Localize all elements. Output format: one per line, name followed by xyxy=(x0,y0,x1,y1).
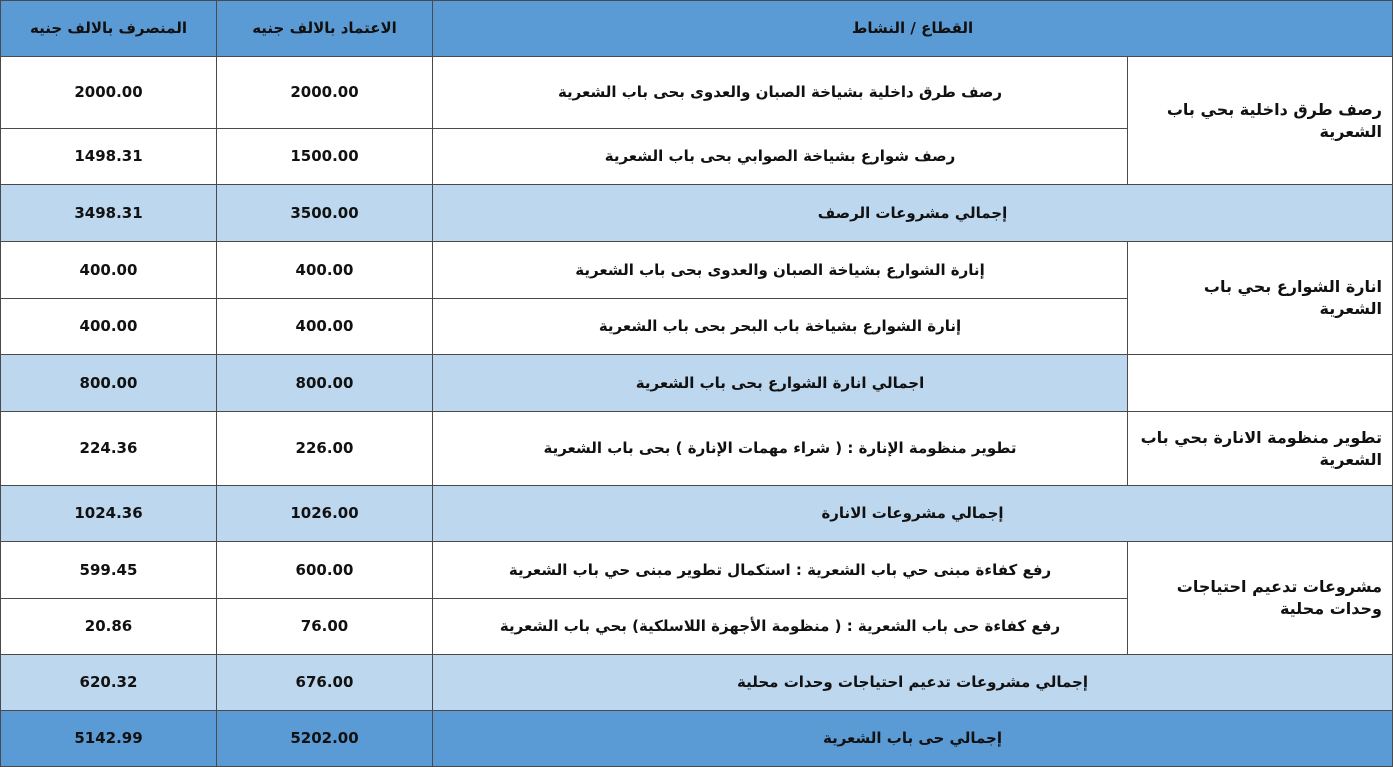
activity-cell: إنارة الشوارع بشياخة باب البحر بحى باب الشعرية xyxy=(432,298,1128,355)
budget-cell: 76.00 xyxy=(216,598,433,655)
budget-cell: 1500.00 xyxy=(216,128,433,185)
spent-cell: 400.00 xyxy=(0,298,217,355)
subtotal-budget: 3500.00 xyxy=(216,184,433,242)
grand-total-budget: 5202.00 xyxy=(216,710,433,767)
activity-cell: رفع كفاءة حى باب الشعرية : ( منظومة الأجهزة اللاسلكية) بحي باب الشعرية xyxy=(432,598,1128,655)
activity-cell: رصف طرق داخلية بشياخة الصبان والعدوى بحى باب الشعرية xyxy=(432,56,1128,129)
subtotal-spent: 620.32 xyxy=(0,654,217,711)
grand-total-label: إجمالي حى باب الشعرية xyxy=(432,710,1393,767)
subtotal-spent: 3498.31 xyxy=(0,184,217,242)
activity-cell: تطوير منظومة الإنارة : ( شراء مهمات الإنارة ) بحى باب الشعرية xyxy=(432,411,1128,486)
subtotal-label: إجمالي مشروعات تدعيم احتياجات وحدات محلية xyxy=(432,654,1393,711)
spent-cell: 20.86 xyxy=(0,598,217,655)
subtotal-budget: 676.00 xyxy=(216,654,433,711)
subtotal-spent: 800.00 xyxy=(0,354,217,412)
budget-cell: 400.00 xyxy=(216,241,433,299)
subtotal-label: إجمالي مشروعات الانارة xyxy=(432,485,1393,542)
subtotal-spent: 1024.36 xyxy=(0,485,217,542)
budget-cell: 400.00 xyxy=(216,298,433,355)
spent-cell: 1498.31 xyxy=(0,128,217,185)
activity-cell: رصف شوارع بشياخة الصوابي بحى باب الشعرية xyxy=(432,128,1128,185)
subtotal-budget: 800.00 xyxy=(216,354,433,412)
spent-cell: 400.00 xyxy=(0,241,217,299)
sector-label: تطوير منظومة الانارة بحي باب الشعرية xyxy=(1127,411,1393,486)
sector-label: انارة الشوارع بحي باب الشعرية xyxy=(1127,241,1393,355)
spent-cell: 2000.00 xyxy=(0,56,217,129)
subtotal-label: اجمالي انارة الشوارع بحى باب الشعرية xyxy=(432,354,1128,412)
budget-cell: 600.00 xyxy=(216,541,433,599)
empty-sector-cell xyxy=(1127,354,1393,412)
spent-cell: 599.45 xyxy=(0,541,217,599)
header-sector: القطاع / النشاط xyxy=(432,0,1393,57)
subtotal-label: إجمالي مشروعات الرصف xyxy=(432,184,1393,242)
spent-cell: 224.36 xyxy=(0,411,217,486)
activity-cell: إنارة الشوارع بشياخة الصبان والعدوى بحى باب الشعرية xyxy=(432,241,1128,299)
budget-cell: 2000.00 xyxy=(216,56,433,129)
header-spent: المنصرف بالالف جنيه xyxy=(0,0,217,57)
budget-cell: 226.00 xyxy=(216,411,433,486)
grand-total-spent: 5142.99 xyxy=(0,710,217,767)
sector-label: مشروعات تدعيم احتياجات وحدات محلية xyxy=(1127,541,1393,655)
sector-label: رصف طرق داخلية بحي باب الشعرية xyxy=(1127,56,1393,185)
subtotal-budget: 1026.00 xyxy=(216,485,433,542)
activity-cell: رفع كفاءة مبنى حي باب الشعرية : استكمال تطوير مبنى حي باب الشعرية xyxy=(432,541,1128,599)
header-budget: الاعتماد بالالف جنيه xyxy=(216,0,433,57)
